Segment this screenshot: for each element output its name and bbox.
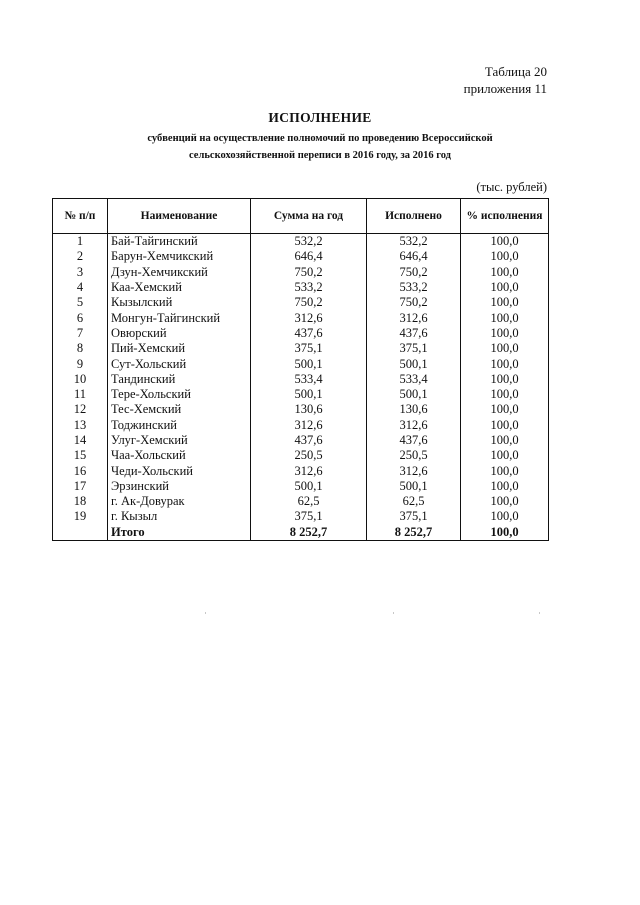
row-name: Каа-Хемский (108, 280, 251, 295)
row-executed: 312,6 (367, 418, 461, 433)
row-name: Чаа-Хольский (108, 448, 251, 463)
row-executed: 437,6 (367, 326, 461, 341)
row-name: Дзун-Хемчикский (108, 265, 251, 280)
table-row (53, 479, 549, 494)
row-name: Овюрский (108, 326, 251, 341)
row-name: Бай-Тайгинский (108, 234, 251, 250)
row-name: г. Кызыл (108, 509, 251, 524)
row-name: г. Ак-Довурак (108, 494, 251, 509)
total-annual-sum: 8 252,7 (251, 525, 367, 541)
row-percent: 100,0 (461, 448, 549, 463)
column-header-executed: Исполнено (367, 199, 461, 234)
column-header-annual-sum: Сумма на год (251, 199, 367, 234)
row-number: 11 (53, 387, 108, 402)
row-percent: 100,0 (461, 280, 549, 295)
row-executed: 62,5 (367, 494, 461, 509)
row-annual-sum: 62,5 (251, 494, 367, 509)
units-label: (тыс. рублей) (476, 180, 547, 194)
total-executed: 8 252,7 (367, 525, 461, 541)
scan-speck (205, 612, 206, 614)
total-label: Итого (108, 525, 251, 541)
subtitle-line-1: субвенций на осуществление полномочий по проведению Всероссийской (147, 133, 493, 144)
table-row (53, 249, 549, 264)
row-executed: 500,1 (367, 479, 461, 494)
row-name: Барун-Хемчикский (108, 249, 251, 264)
table-row (53, 234, 549, 250)
table-row (53, 356, 549, 371)
row-name: Чеди-Хольский (108, 463, 251, 478)
row-number: 17 (53, 479, 108, 494)
table-row (53, 310, 549, 325)
row-annual-sum: 750,2 (251, 295, 367, 310)
scan-speck (539, 612, 540, 614)
row-annual-sum: 130,6 (251, 402, 367, 417)
table-row (53, 341, 549, 356)
row-percent: 100,0 (461, 310, 549, 325)
row-name: Тере-Хольский (108, 387, 251, 402)
row-annual-sum: 500,1 (251, 356, 367, 371)
document-title: ИСПОЛНЕНИЕ (268, 110, 372, 125)
row-name: Эрзинский (108, 479, 251, 494)
row-number: 4 (53, 280, 108, 295)
row-percent: 100,0 (461, 265, 549, 280)
row-annual-sum: 375,1 (251, 341, 367, 356)
appendix-number: приложения 11 (463, 81, 547, 96)
row-annual-sum: 750,2 (251, 265, 367, 280)
row-executed: 250,5 (367, 448, 461, 463)
row-percent: 100,0 (461, 372, 549, 387)
row-annual-sum: 437,6 (251, 433, 367, 448)
row-number: 2 (53, 249, 108, 264)
row-number: 19 (53, 509, 108, 524)
row-number: 10 (53, 372, 108, 387)
row-number: 13 (53, 418, 108, 433)
row-number: 1 (53, 234, 108, 250)
table-row (53, 494, 549, 509)
row-percent: 100,0 (461, 387, 549, 402)
row-executed: 533,2 (367, 280, 461, 295)
row-percent: 100,0 (461, 295, 549, 310)
column-header-percent: % исполнения (461, 199, 549, 234)
row-percent: 100,0 (461, 509, 549, 524)
row-annual-sum: 532,2 (251, 234, 367, 250)
table-row (53, 387, 549, 402)
table-row (53, 326, 549, 341)
row-annual-sum: 500,1 (251, 387, 367, 402)
execution-table (52, 198, 549, 541)
row-executed: 312,6 (367, 463, 461, 478)
row-percent: 100,0 (461, 479, 549, 494)
table-row (53, 265, 549, 280)
row-number: 14 (53, 433, 108, 448)
row-number: 8 (53, 341, 108, 356)
row-percent: 100,0 (461, 356, 549, 371)
row-name: Пий-Хемский (108, 341, 251, 356)
scan-speck (393, 612, 394, 614)
row-annual-sum: 533,2 (251, 280, 367, 295)
row-number: 6 (53, 310, 108, 325)
table-number: Таблица 20 (484, 64, 547, 79)
total-percent: 100,0 (461, 525, 549, 541)
row-executed: 532,2 (367, 234, 461, 250)
column-header-name: Наименование (108, 199, 251, 234)
row-annual-sum: 375,1 (251, 509, 367, 524)
row-number: 15 (53, 448, 108, 463)
row-annual-sum: 646,4 (251, 249, 367, 264)
row-executed: 312,6 (367, 310, 461, 325)
row-percent: 100,0 (461, 326, 549, 341)
table-row (53, 509, 549, 524)
row-annual-sum: 250,5 (251, 448, 367, 463)
table-body (53, 234, 549, 541)
document-subtitle (80, 130, 560, 164)
row-executed: 375,1 (367, 341, 461, 356)
row-name: Тес-Хемский (108, 402, 251, 417)
row-executed: 130,6 (367, 402, 461, 417)
total-number-cell (53, 525, 108, 541)
row-number: 5 (53, 295, 108, 310)
row-number: 18 (53, 494, 108, 509)
row-percent: 100,0 (461, 249, 549, 264)
row-name: Сут-Хольский (108, 356, 251, 371)
column-header-number: № п/п (53, 199, 108, 234)
row-annual-sum: 312,6 (251, 418, 367, 433)
total-row (53, 525, 549, 541)
row-executed: 750,2 (367, 295, 461, 310)
table-row (53, 418, 549, 433)
row-executed: 437,6 (367, 433, 461, 448)
row-number: 9 (53, 356, 108, 371)
row-number: 16 (53, 463, 108, 478)
row-annual-sum: 533,4 (251, 372, 367, 387)
row-name: Тандинский (108, 372, 251, 387)
row-executed: 750,2 (367, 265, 461, 280)
row-percent: 100,0 (461, 433, 549, 448)
table-row (53, 280, 549, 295)
table-row (53, 402, 549, 417)
row-number: 7 (53, 326, 108, 341)
table-row (53, 463, 549, 478)
subtitle-line-2: сельскохозяйственной переписи в 2016 году, за 2016 год (189, 150, 451, 161)
row-name: Тоджинский (108, 418, 251, 433)
row-annual-sum: 312,6 (251, 310, 367, 325)
row-name: Улуг-Хемский (108, 433, 251, 448)
row-executed: 375,1 (367, 509, 461, 524)
row-number: 3 (53, 265, 108, 280)
row-percent: 100,0 (461, 341, 549, 356)
row-annual-sum: 437,6 (251, 326, 367, 341)
row-percent: 100,0 (461, 494, 549, 509)
table-header-row (53, 199, 549, 234)
row-annual-sum: 312,6 (251, 463, 367, 478)
table-row (53, 295, 549, 310)
row-executed: 500,1 (367, 356, 461, 371)
row-executed: 646,4 (367, 249, 461, 264)
row-name: Кызылский (108, 295, 251, 310)
row-number: 12 (53, 402, 108, 417)
row-annual-sum: 500,1 (251, 479, 367, 494)
row-name: Монгун-Тайгинский (108, 310, 251, 325)
row-percent: 100,0 (461, 418, 549, 433)
row-percent: 100,0 (461, 234, 549, 250)
row-executed: 500,1 (367, 387, 461, 402)
row-executed: 533,4 (367, 372, 461, 387)
table-row (53, 448, 549, 463)
table-row (53, 372, 549, 387)
row-percent: 100,0 (461, 402, 549, 417)
row-percent: 100,0 (461, 463, 549, 478)
table-row (53, 433, 549, 448)
